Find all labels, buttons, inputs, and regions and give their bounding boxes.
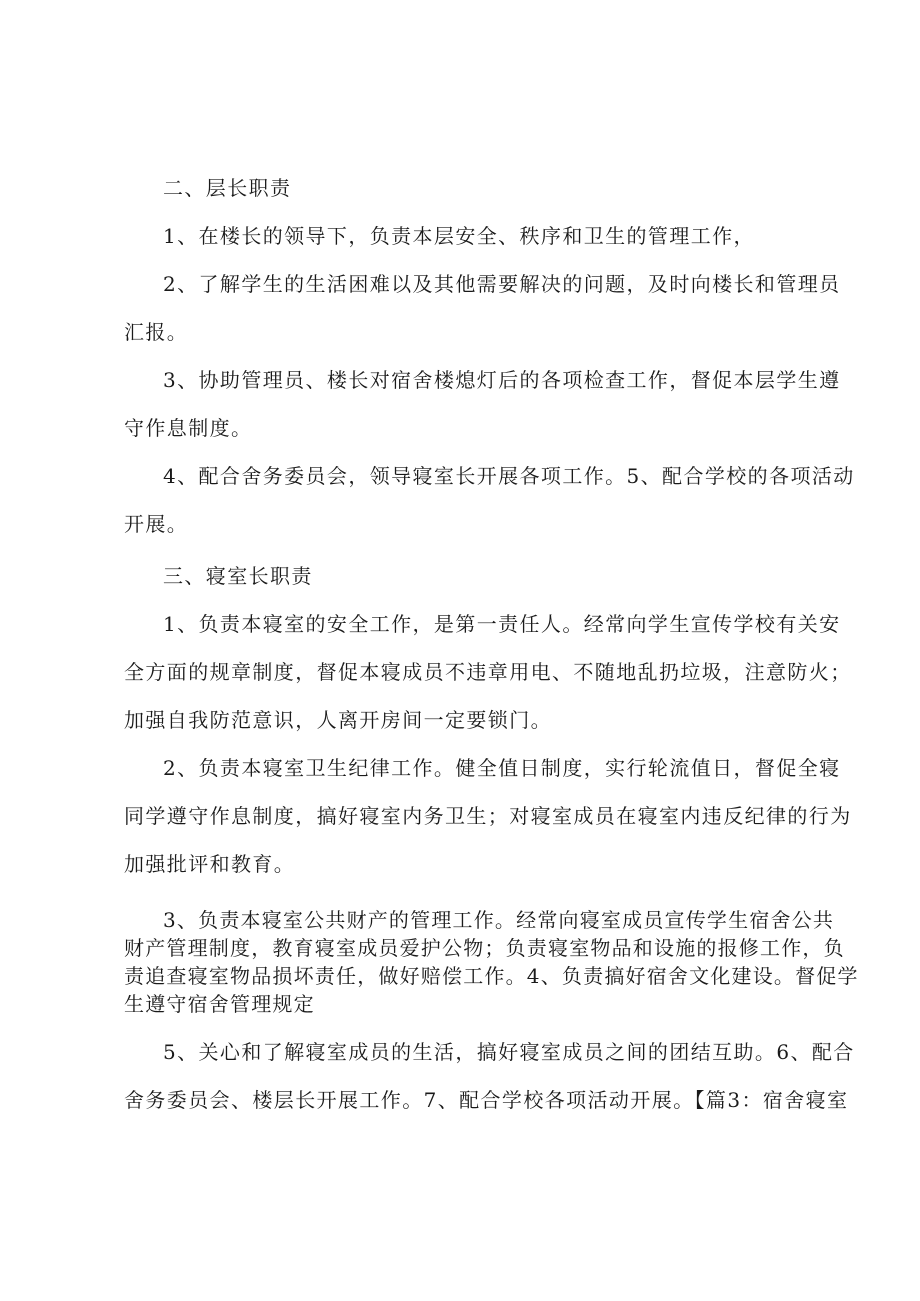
paragraph-line: 舍务委员会、楼层长开展工作。7、配合学校各项活动开展。【篇3：宿舍寝室 [124, 1088, 849, 1112]
paragraph-line: 汇报。 [124, 320, 189, 344]
paragraph-line: 守作息制度。 [124, 416, 253, 440]
paragraph-line: 1、负责本寝室的安全工作，是第一责任人。经常向学生宣传学校有关安 [163, 612, 841, 636]
paragraph-line: 责追查寝室物品损坏责任，做好赔偿工作。4、负责搞好宿舍文化建设。督促学 [124, 964, 859, 988]
paragraph-line: 全方面的规章制度，督促本寝成员不违章用电、不随地乱扔垃圾，注意防火； [124, 660, 852, 684]
paragraph-line: 生遵守宿舍管理规定 [124, 992, 315, 1016]
paragraph-line: 2、负责本寝室卫生纪律工作。健全值日制度，实行轮流值日，督促全寝 [163, 756, 841, 780]
paragraph-line: 加强批评和教育。 [124, 852, 296, 876]
paragraph-line: 4、配合舍务委员会，领导寝室长开展各项工作。5、配合学校的各项活动 [163, 464, 855, 488]
section-heading-dorm-leader: 三、寝室长职责 [163, 564, 313, 588]
section-heading-floor-leader: 二、层长职责 [163, 176, 292, 200]
paragraph-line: 加强自我防范意识，人离开房间一定要锁门。 [124, 708, 552, 732]
paragraph-line: 开展。 [124, 512, 189, 536]
paragraph-line: 财产管理制度，教育寝室成员爱护公物；负责寝室物品和设施的报修工作，负 [124, 936, 845, 960]
paragraph-line: 5、关心和了解寝室成员的生活，搞好寝室成员之间的团结互助。6、配合 [163, 1040, 855, 1064]
paragraph-line: 2、了解学生的生活困难以及其他需要解决的问题，及时向楼长和管理员 [163, 272, 841, 296]
paragraph-line: 1、在楼长的领导下，负责本层安全、秩序和卫生的管理工作， [163, 224, 755, 248]
paragraph-line: 3、协助管理员、楼长对宿舍楼熄灯后的各项检查工作，督促本层学生遵 [163, 368, 841, 392]
paragraph-line: 3、负责本寝室公共财产的管理工作。经常向寝室成员宣传学生宿舍公共 [163, 908, 835, 932]
paragraph-line: 同学遵守作息制度，搞好寝室内务卫生；对寝室成员在寝室内违反纪律的行为 [124, 804, 852, 828]
